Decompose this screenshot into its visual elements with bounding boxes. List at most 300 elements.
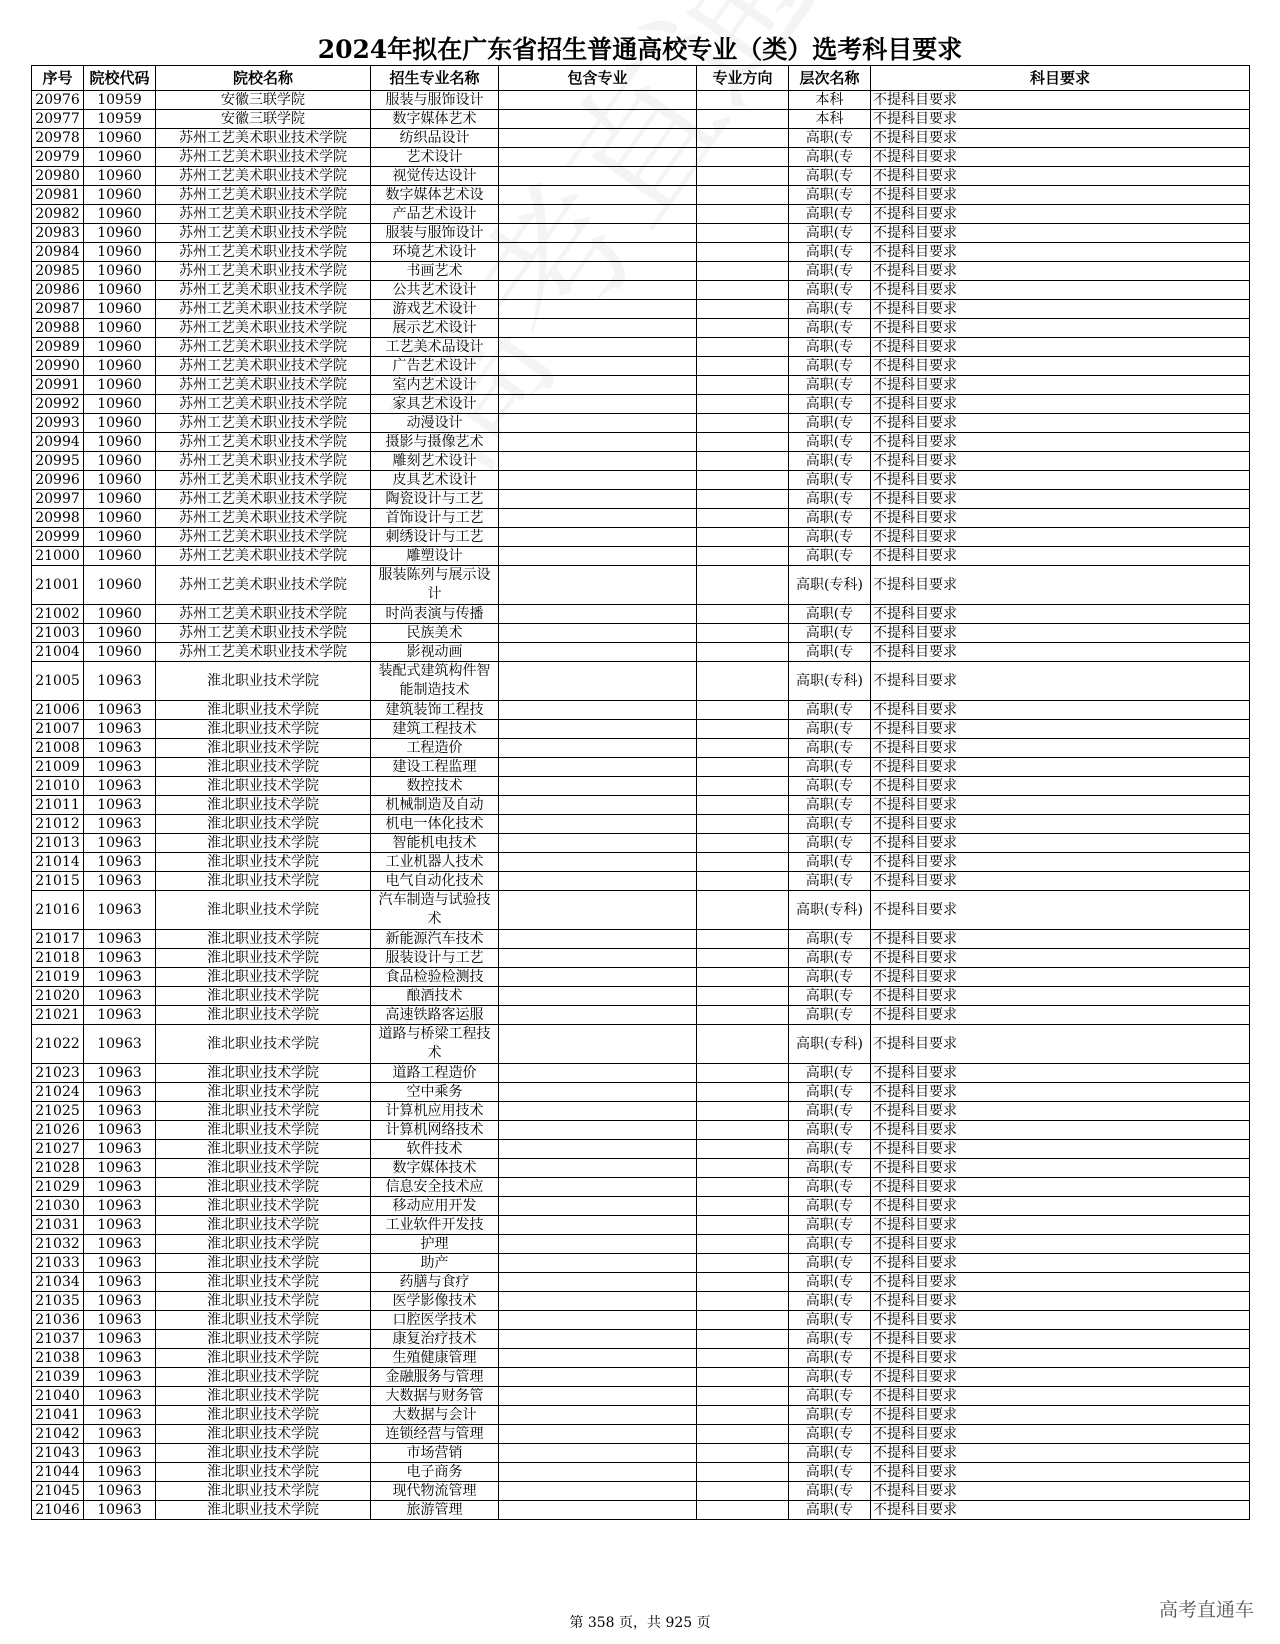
cell-major-direction — [697, 243, 789, 262]
cell-major-name: 刺绣设计与工艺 — [371, 528, 499, 547]
cell-subject-requirement: 不提科目要求 — [871, 1159, 1250, 1178]
table-row — [32, 891, 1250, 930]
cell-level: 高职(专 — [789, 1463, 871, 1482]
cell-level: 高职(专 — [789, 1216, 871, 1235]
cell-major-direction — [697, 758, 789, 777]
cell-major-direction — [697, 1425, 789, 1444]
table-header-row — [32, 66, 1250, 91]
cell-level: 高职(专 — [789, 1064, 871, 1083]
cell-school-code: 10960 — [84, 605, 156, 624]
cell-school-name: 淮北职业技术学院 — [156, 739, 371, 758]
cell-seq: 20997 — [32, 490, 84, 509]
cell-level: 高职(专 — [789, 758, 871, 777]
cell-major-direction — [697, 1501, 789, 1520]
cell-level: 高职(专 — [789, 547, 871, 566]
cell-major-direction — [697, 1482, 789, 1501]
table-row — [32, 1387, 1250, 1406]
cell-major-direction — [697, 1025, 789, 1064]
cell-seq: 21023 — [32, 1064, 84, 1083]
cell-subject-requirement: 不提科目要求 — [871, 319, 1250, 338]
cell-subject-requirement: 不提科目要求 — [871, 1273, 1250, 1292]
cell-included-majors — [499, 662, 697, 701]
table-row — [32, 701, 1250, 720]
cell-subject-requirement: 不提科目要求 — [871, 224, 1250, 243]
cell-included-majors — [499, 1311, 697, 1330]
cell-seq: 20986 — [32, 281, 84, 300]
cell-major-name: 康复治疗技术 — [371, 1330, 499, 1349]
cell-school-name: 淮北职业技术学院 — [156, 1254, 371, 1273]
cell-included-majors — [499, 815, 697, 834]
cell-level: 高职(专 — [789, 205, 871, 224]
cell-seq: 21035 — [32, 1292, 84, 1311]
cell-subject-requirement: 不提科目要求 — [871, 1197, 1250, 1216]
cell-level: 高职(专 — [789, 433, 871, 452]
page-title: 2024年拟在广东省招生普通高校专业（类）选考科目要求 — [317, 35, 963, 64]
cell-level: 高职(专 — [789, 1349, 871, 1368]
table-row — [32, 1083, 1250, 1102]
cell-subject-requirement: 不提科目要求 — [871, 186, 1250, 205]
cell-included-majors — [499, 91, 697, 110]
cell-school-code: 10960 — [84, 167, 156, 186]
cell-subject-requirement: 不提科目要求 — [871, 129, 1250, 148]
table-row — [32, 1501, 1250, 1520]
cell-level: 高职(专 — [789, 1102, 871, 1121]
cell-major-name: 数字媒体艺术 — [371, 110, 499, 129]
cell-major-direction — [697, 643, 789, 662]
cell-included-majors — [499, 414, 697, 433]
cell-seq: 21022 — [32, 1025, 84, 1064]
cell-seq: 21027 — [32, 1140, 84, 1159]
cell-seq: 21011 — [32, 796, 84, 815]
cell-school-code: 10963 — [84, 1064, 156, 1083]
cell-seq: 21042 — [32, 1425, 84, 1444]
cell-major-name: 工艺美术品设计 — [371, 338, 499, 357]
cell-included-majors — [499, 1330, 697, 1349]
cell-subject-requirement: 不提科目要求 — [871, 1501, 1250, 1520]
cell-subject-requirement: 不提科目要求 — [871, 1368, 1250, 1387]
cell-major-direction — [697, 605, 789, 624]
cell-major-name: 数字媒体艺术设 — [371, 186, 499, 205]
cell-included-majors — [499, 643, 697, 662]
cell-school-name: 安徽三联学院 — [156, 110, 371, 129]
cell-school-code: 10960 — [84, 376, 156, 395]
header-included-majors: 包含专业 — [499, 66, 697, 91]
cell-school-code: 10963 — [84, 1406, 156, 1425]
table-row — [32, 110, 1250, 129]
cell-level: 高职(专 — [789, 777, 871, 796]
cell-level: 高职(专 — [789, 1273, 871, 1292]
table-row — [32, 987, 1250, 1006]
cell-school-name: 淮北职业技术学院 — [156, 1292, 371, 1311]
cell-major-direction — [697, 949, 789, 968]
table-row — [32, 433, 1250, 452]
cell-subject-requirement: 不提科目要求 — [871, 110, 1250, 129]
cell-subject-requirement: 不提科目要求 — [871, 605, 1250, 624]
cell-school-code: 10960 — [84, 129, 156, 148]
cell-subject-requirement: 不提科目要求 — [871, 1482, 1250, 1501]
cell-school-code: 10960 — [84, 338, 156, 357]
cell-school-code: 10960 — [84, 643, 156, 662]
cell-subject-requirement: 不提科目要求 — [871, 148, 1250, 167]
cell-major-name: 口腔医学技术 — [371, 1311, 499, 1330]
cell-subject-requirement: 不提科目要求 — [871, 91, 1250, 110]
cell-major-direction — [697, 1216, 789, 1235]
table-row — [32, 566, 1250, 605]
table-row — [32, 1463, 1250, 1482]
cell-included-majors — [499, 300, 697, 319]
cell-major-direction — [697, 357, 789, 376]
cell-school-code: 10963 — [84, 1368, 156, 1387]
cell-included-majors — [499, 433, 697, 452]
cell-seq: 21013 — [32, 834, 84, 853]
cell-school-code: 10963 — [84, 1140, 156, 1159]
cell-school-name: 淮北职业技术学院 — [156, 1501, 371, 1520]
cell-major-direction — [697, 1330, 789, 1349]
cell-level: 高职(专 — [789, 1159, 871, 1178]
cell-school-code: 10960 — [84, 624, 156, 643]
cell-major-name: 连锁经营与管理 — [371, 1425, 499, 1444]
cell-major-name: 民族美术 — [371, 624, 499, 643]
cell-included-majors — [499, 968, 697, 987]
cell-seq: 21024 — [32, 1083, 84, 1102]
table-row — [32, 1178, 1250, 1197]
cell-seq: 20978 — [32, 129, 84, 148]
cell-level: 高职(专 — [789, 300, 871, 319]
cell-subject-requirement: 不提科目要求 — [871, 433, 1250, 452]
cell-seq: 20983 — [32, 224, 84, 243]
cell-seq: 21007 — [32, 720, 84, 739]
cell-school-code: 10963 — [84, 701, 156, 720]
cell-major-name: 计算机网络技术 — [371, 1121, 499, 1140]
cell-major-name: 现代物流管理 — [371, 1482, 499, 1501]
table-row — [32, 1444, 1250, 1463]
cell-major-name: 陶瓷设计与工艺 — [371, 490, 499, 509]
table-row — [32, 1064, 1250, 1083]
cell-seq: 21039 — [32, 1368, 84, 1387]
cell-major-direction — [697, 509, 789, 528]
cell-school-name: 淮北职业技术学院 — [156, 872, 371, 891]
cell-major-direction — [697, 110, 789, 129]
cell-major-name: 工程造价 — [371, 739, 499, 758]
table-row — [32, 452, 1250, 471]
cell-included-majors — [499, 357, 697, 376]
cell-level: 高职(专 — [789, 1140, 871, 1159]
cell-major-direction — [697, 566, 789, 605]
cell-major-direction — [697, 796, 789, 815]
cell-seq: 20988 — [32, 319, 84, 338]
cell-major-direction — [697, 1121, 789, 1140]
cell-included-majors — [499, 1235, 697, 1254]
table-row — [32, 1425, 1250, 1444]
cell-level: 高职(专 — [789, 872, 871, 891]
cell-seq: 20982 — [32, 205, 84, 224]
cell-school-code: 10960 — [84, 547, 156, 566]
cell-major-direction — [697, 452, 789, 471]
cell-included-majors — [499, 1501, 697, 1520]
cell-major-name: 动漫设计 — [371, 414, 499, 433]
cell-school-code: 10960 — [84, 357, 156, 376]
cell-subject-requirement: 不提科目要求 — [871, 949, 1250, 968]
cell-school-name: 淮北职业技术学院 — [156, 796, 371, 815]
cell-major-direction — [697, 624, 789, 643]
cell-school-name: 苏州工艺美术职业技术学院 — [156, 376, 371, 395]
cell-level: 高职(专 — [789, 243, 871, 262]
cell-included-majors — [499, 758, 697, 777]
cell-included-majors — [499, 471, 697, 490]
cell-major-name: 高速铁路客运服 — [371, 1006, 499, 1025]
cell-subject-requirement: 不提科目要求 — [871, 1025, 1250, 1064]
cell-major-direction — [697, 662, 789, 701]
cell-seq: 21020 — [32, 987, 84, 1006]
cell-subject-requirement: 不提科目要求 — [871, 643, 1250, 662]
cell-seq: 21040 — [32, 1387, 84, 1406]
brand-logo-text: 高考直通车 — [1158, 1599, 1254, 1621]
cell-subject-requirement: 不提科目要求 — [871, 300, 1250, 319]
cell-level: 高职(专 — [789, 319, 871, 338]
cell-major-name: 时尚表演与传播 — [371, 605, 499, 624]
cell-included-majors — [499, 566, 697, 605]
cell-included-majors — [499, 949, 697, 968]
cell-school-name: 淮北职业技术学院 — [156, 1463, 371, 1482]
cell-subject-requirement: 不提科目要求 — [871, 414, 1250, 433]
table-row — [32, 1102, 1250, 1121]
cell-subject-requirement: 不提科目要求 — [871, 509, 1250, 528]
cell-major-direction — [697, 547, 789, 566]
cell-included-majors — [499, 720, 697, 739]
header-school-name: 院校名称 — [156, 66, 371, 91]
cell-level: 高职(专科) — [789, 891, 871, 930]
cell-level: 高职(专 — [789, 1178, 871, 1197]
cell-major-name: 道路工程造价 — [371, 1064, 499, 1083]
cell-seq: 21002 — [32, 605, 84, 624]
page-footer: 第 358 页，共 925 页 — [569, 1615, 711, 1631]
cell-major-name: 服装与服饰设计 — [371, 91, 499, 110]
cell-level: 高职(专 — [789, 338, 871, 357]
cell-included-majors — [499, 547, 697, 566]
cell-seq: 20994 — [32, 433, 84, 452]
cell-school-name: 苏州工艺美术职业技术学院 — [156, 547, 371, 566]
cell-major-name: 医学影像技术 — [371, 1292, 499, 1311]
table-row — [32, 205, 1250, 224]
cell-major-name: 空中乘务 — [371, 1083, 499, 1102]
table-row — [32, 509, 1250, 528]
cell-included-majors — [499, 853, 697, 872]
cell-subject-requirement: 不提科目要求 — [871, 1463, 1250, 1482]
cell-level: 高职(专 — [789, 395, 871, 414]
table-row — [32, 1349, 1250, 1368]
cell-included-majors — [499, 701, 697, 720]
cell-included-majors — [499, 1425, 697, 1444]
cell-major-direction — [697, 1311, 789, 1330]
table-row — [32, 490, 1250, 509]
cell-level: 高职(专 — [789, 720, 871, 739]
cell-major-direction — [697, 891, 789, 930]
cell-major-direction — [697, 91, 789, 110]
cell-school-code: 10960 — [84, 395, 156, 414]
cell-seq: 21005 — [32, 662, 84, 701]
cell-school-code: 10960 — [84, 243, 156, 262]
cell-school-name: 苏州工艺美术职业技术学院 — [156, 224, 371, 243]
cell-included-majors — [499, 224, 697, 243]
cell-school-name: 淮北职业技术学院 — [156, 968, 371, 987]
cell-major-direction — [697, 1006, 789, 1025]
cell-school-code: 10963 — [84, 1121, 156, 1140]
cell-school-code: 10963 — [84, 1444, 156, 1463]
cell-major-direction — [697, 720, 789, 739]
cell-subject-requirement: 不提科目要求 — [871, 376, 1250, 395]
cell-major-name: 皮具艺术设计 — [371, 471, 499, 490]
cell-included-majors — [499, 129, 697, 148]
cell-school-name: 苏州工艺美术职业技术学院 — [156, 338, 371, 357]
cell-major-direction — [697, 1273, 789, 1292]
cell-major-direction — [697, 148, 789, 167]
cell-school-code: 10963 — [84, 1216, 156, 1235]
cell-level: 高职(专科) — [789, 566, 871, 605]
cell-school-name: 淮北职业技术学院 — [156, 1216, 371, 1235]
header-seq: 序号 — [32, 66, 84, 91]
cell-major-name: 酿酒技术 — [371, 987, 499, 1006]
table-row — [32, 624, 1250, 643]
cell-level: 本科 — [789, 110, 871, 129]
cell-included-majors — [499, 167, 697, 186]
cell-subject-requirement: 不提科目要求 — [871, 1444, 1250, 1463]
cell-school-name: 苏州工艺美术职业技术学院 — [156, 395, 371, 414]
cell-subject-requirement: 不提科目要求 — [871, 853, 1250, 872]
cell-seq: 21004 — [32, 643, 84, 662]
cell-included-majors — [499, 281, 697, 300]
cell-major-name: 护理 — [371, 1235, 499, 1254]
cell-school-name: 淮北职业技术学院 — [156, 720, 371, 739]
cell-school-name: 淮北职业技术学院 — [156, 1425, 371, 1444]
cell-level: 高职(专科) — [789, 662, 871, 701]
cell-major-name: 电子商务 — [371, 1463, 499, 1482]
cell-level: 高职(专 — [789, 1311, 871, 1330]
table-row — [32, 949, 1250, 968]
table-row — [32, 720, 1250, 739]
cell-level: 高职(专 — [789, 1368, 871, 1387]
cell-subject-requirement: 不提科目要求 — [871, 796, 1250, 815]
cell-school-name: 苏州工艺美术职业技术学院 — [156, 624, 371, 643]
cell-seq: 21046 — [32, 1501, 84, 1520]
cell-school-name: 淮北职业技术学院 — [156, 1083, 371, 1102]
cell-level: 高职(专 — [789, 815, 871, 834]
cell-school-name: 淮北职业技术学院 — [156, 891, 371, 930]
cell-school-name: 苏州工艺美术职业技术学院 — [156, 357, 371, 376]
cell-school-name: 苏州工艺美术职业技术学院 — [156, 452, 371, 471]
cell-seq: 21012 — [32, 815, 84, 834]
cell-major-name: 智能机电技术 — [371, 834, 499, 853]
cell-included-majors — [499, 528, 697, 547]
cell-level: 高职(专 — [789, 1197, 871, 1216]
cell-school-code: 10963 — [84, 949, 156, 968]
cell-school-code: 10963 — [84, 1254, 156, 1273]
cell-seq: 21001 — [32, 566, 84, 605]
cell-included-majors — [499, 1292, 697, 1311]
table-row — [32, 148, 1250, 167]
cell-school-name: 苏州工艺美术职业技术学院 — [156, 167, 371, 186]
cell-included-majors — [499, 777, 697, 796]
table-row — [32, 758, 1250, 777]
cell-seq: 20996 — [32, 471, 84, 490]
cell-school-code: 10963 — [84, 987, 156, 1006]
cell-school-name: 淮北职业技术学院 — [156, 1406, 371, 1425]
cell-level: 高职(专 — [789, 987, 871, 1006]
cell-included-majors — [499, 1178, 697, 1197]
cell-major-name: 雕刻艺术设计 — [371, 452, 499, 471]
cell-seq: 20981 — [32, 186, 84, 205]
table-row — [32, 930, 1250, 949]
cell-school-code: 10963 — [84, 758, 156, 777]
table-row — [32, 662, 1250, 701]
cell-major-name: 游戏艺术设计 — [371, 300, 499, 319]
cell-major-name: 道路与桥梁工程技术 — [371, 1025, 499, 1064]
cell-school-code: 10959 — [84, 110, 156, 129]
cell-school-code: 10963 — [84, 1463, 156, 1482]
cell-school-name: 苏州工艺美术职业技术学院 — [156, 186, 371, 205]
cell-subject-requirement: 不提科目要求 — [871, 1254, 1250, 1273]
cell-school-name: 苏州工艺美术职业技术学院 — [156, 605, 371, 624]
cell-major-name: 广告艺术设计 — [371, 357, 499, 376]
cell-subject-requirement: 不提科目要求 — [871, 281, 1250, 300]
cell-school-code: 10960 — [84, 566, 156, 605]
cell-subject-requirement: 不提科目要求 — [871, 1140, 1250, 1159]
cell-major-direction — [697, 930, 789, 949]
cell-seq: 21021 — [32, 1006, 84, 1025]
cell-seq: 21030 — [32, 1197, 84, 1216]
cell-included-majors — [499, 891, 697, 930]
cell-seq: 21031 — [32, 1216, 84, 1235]
table-row — [32, 796, 1250, 815]
cell-seq: 20991 — [32, 376, 84, 395]
header-major-direction: 专业方向 — [697, 66, 789, 91]
cell-major-name: 视觉传达设计 — [371, 167, 499, 186]
cell-major-direction — [697, 319, 789, 338]
header-major-name: 招生专业名称 — [371, 66, 499, 91]
cell-major-name: 书画艺术 — [371, 262, 499, 281]
cell-major-direction — [697, 1083, 789, 1102]
cell-school-code: 10963 — [84, 777, 156, 796]
cell-major-name: 室内艺术设计 — [371, 376, 499, 395]
cell-seq: 20980 — [32, 167, 84, 186]
cell-major-name: 建设工程监理 — [371, 758, 499, 777]
cell-major-name: 汽车制造与试验技术 — [371, 891, 499, 930]
cell-major-name: 产品艺术设计 — [371, 205, 499, 224]
cell-included-majors — [499, 1482, 697, 1501]
cell-major-direction — [697, 1254, 789, 1273]
cell-subject-requirement: 不提科目要求 — [871, 1064, 1250, 1083]
cell-major-direction — [697, 300, 789, 319]
cell-included-majors — [499, 1444, 697, 1463]
cell-school-name: 淮北职业技术学院 — [156, 1387, 371, 1406]
table-row — [32, 1140, 1250, 1159]
table-row — [32, 643, 1250, 662]
cell-school-name: 苏州工艺美术职业技术学院 — [156, 129, 371, 148]
cell-level: 高职(专 — [789, 129, 871, 148]
cell-seq: 21036 — [32, 1311, 84, 1330]
cell-level: 高职(专 — [789, 1425, 871, 1444]
cell-school-code: 10960 — [84, 452, 156, 471]
cell-seq: 21034 — [32, 1273, 84, 1292]
cell-level: 高职(专 — [789, 490, 871, 509]
cell-school-code: 10963 — [84, 1311, 156, 1330]
table-row — [32, 91, 1250, 110]
table-row — [32, 281, 1250, 300]
cell-school-code: 10960 — [84, 281, 156, 300]
cell-level: 高职(专 — [789, 262, 871, 281]
cell-level: 高职(专 — [789, 1006, 871, 1025]
cell-school-name: 淮北职业技术学院 — [156, 834, 371, 853]
cell-included-majors — [499, 205, 697, 224]
